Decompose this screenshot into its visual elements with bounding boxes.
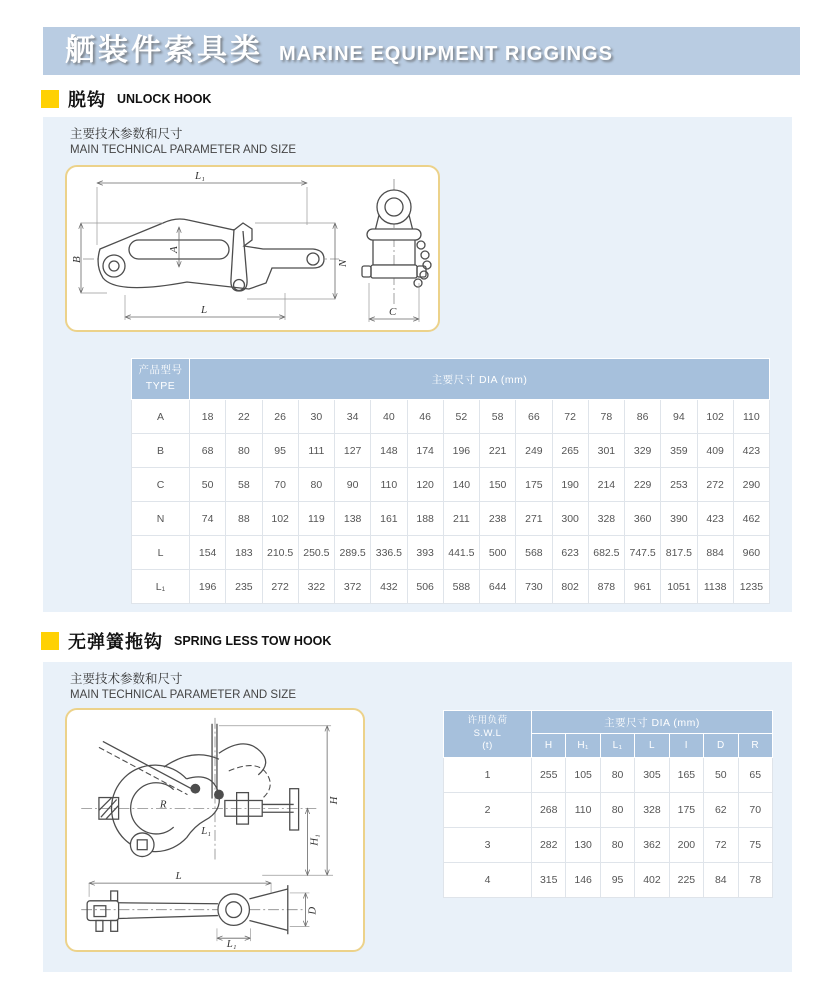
table-cell: 18	[190, 400, 226, 434]
table-cell: 40	[371, 400, 407, 434]
table-cell: 146	[566, 863, 600, 898]
dia-span-header: 主要尺寸 DIA (mm)	[532, 711, 773, 734]
column-header: H	[532, 734, 566, 758]
table-cell: 52	[443, 400, 479, 434]
table-cell: 359	[661, 434, 697, 468]
row-label: 4	[444, 863, 532, 898]
table-row	[132, 434, 770, 468]
table-cell: 34	[335, 400, 371, 434]
row-label: C	[132, 468, 190, 502]
panel-subtitle	[70, 671, 296, 703]
unlock-hook-drawing	[65, 165, 440, 332]
table-cell: 390	[661, 502, 697, 536]
table-cell: 58	[480, 400, 516, 434]
banner-title-zh: 舾装件索具类	[65, 34, 263, 67]
column-header: H₁	[566, 734, 600, 758]
row-label: A	[132, 400, 190, 434]
table-cell: 68	[190, 434, 226, 468]
dim-label-h: H	[327, 796, 340, 805]
table-cell: 165	[669, 758, 703, 793]
table-cell: 238	[480, 502, 516, 536]
dim-label-n: N	[337, 259, 349, 267]
dim-label-c: C	[389, 306, 397, 318]
table-cell: 120	[407, 468, 443, 502]
table-cell: 289.5	[335, 536, 371, 570]
table-cell: 1051	[661, 570, 697, 604]
table-cell: 393	[407, 536, 443, 570]
table-cell: 196	[443, 434, 479, 468]
table-cell: 300	[552, 502, 588, 536]
corner-line-swl: S.W.L	[473, 727, 502, 739]
table-cell: 95	[262, 434, 298, 468]
table-cell: 225	[669, 863, 703, 898]
yellow-bullet-icon	[41, 90, 59, 108]
table-cell: 290	[733, 468, 769, 502]
table-cell: 802	[552, 570, 588, 604]
table-row	[132, 468, 770, 502]
panel-subtitle	[70, 126, 296, 158]
table-cell: 200	[669, 828, 703, 863]
table-row	[444, 863, 773, 898]
table-cell: 70	[262, 468, 298, 502]
dim-label-l1-front: L₁	[201, 824, 211, 837]
table-cell: 22	[226, 400, 262, 434]
subtitle-en: MAIN TECHNICAL PARAMETER AND SIZE	[70, 143, 296, 156]
table-corner-header	[132, 359, 190, 400]
table-cell: 747.5	[625, 536, 661, 570]
section-title-zh: 脱钩	[68, 90, 106, 110]
section-title-en: SPRING LESS TOW HOOK	[174, 634, 332, 648]
table-cell: 884	[697, 536, 733, 570]
table-cell: 336.5	[371, 536, 407, 570]
table-cell: 362	[635, 828, 669, 863]
table-cell: 210.5	[262, 536, 298, 570]
column-header: R	[738, 734, 772, 758]
dim-label-l1: L₁	[226, 938, 237, 950]
table-cell: 74	[190, 502, 226, 536]
table-cell: 84	[704, 863, 738, 898]
table-cell: 72	[552, 400, 588, 434]
table-cell: 462	[733, 502, 769, 536]
table-cell: 272	[262, 570, 298, 604]
table-cell: 72	[704, 828, 738, 863]
table-row	[444, 793, 773, 828]
table-cell: 196	[190, 570, 226, 604]
table-cell: 568	[516, 536, 552, 570]
table-cell: 95	[600, 863, 634, 898]
table-cell: 80	[298, 468, 334, 502]
subtitle-en: MAIN TECHNICAL PARAMETER AND SIZE	[70, 688, 296, 701]
table-cell: 110	[733, 400, 769, 434]
bottom-view	[81, 885, 305, 934]
corner-line-zh: 许用负荷	[467, 714, 508, 726]
table-cell: 80	[600, 793, 634, 828]
table-row	[132, 502, 770, 536]
table-cell: 30	[298, 400, 334, 434]
row-label: 3	[444, 828, 532, 863]
table-cell: 301	[588, 434, 624, 468]
table-cell: 105	[566, 758, 600, 793]
table-cell: 62	[704, 793, 738, 828]
end-view	[362, 179, 431, 307]
row-label: L₁	[132, 570, 190, 604]
table-cell: 961	[625, 570, 661, 604]
table-row	[132, 400, 770, 434]
table-cell: 190	[552, 468, 588, 502]
table-cell: 268	[532, 793, 566, 828]
table-cell: 102	[262, 502, 298, 536]
table-cell: 253	[661, 468, 697, 502]
dimension-lines	[89, 726, 340, 950]
table-cell: 86	[625, 400, 661, 434]
table-cell: 66	[516, 400, 552, 434]
table-cell: 130	[566, 828, 600, 863]
table-cell: 623	[552, 536, 588, 570]
dim-label-h1: H₁	[308, 834, 321, 846]
table-cell: 119	[298, 502, 334, 536]
table-cell: 255	[532, 758, 566, 793]
table-cell: 102	[697, 400, 733, 434]
row-label: N	[132, 502, 190, 536]
table-cell: 175	[516, 468, 552, 502]
table-cell: 140	[443, 468, 479, 502]
tow-hook-drawing	[65, 708, 365, 952]
row-label: L	[132, 536, 190, 570]
table-cell: 183	[226, 536, 262, 570]
table-cell: 90	[335, 468, 371, 502]
table-cell: 322	[298, 570, 334, 604]
subtitle-zh: 主要技术参数和尺寸	[70, 672, 183, 686]
section-heading-unlock-hook	[41, 88, 211, 110]
table-cell: 817.5	[661, 536, 697, 570]
table-cell: 644	[480, 570, 516, 604]
column-header: D	[704, 734, 738, 758]
table-cell: 305	[635, 758, 669, 793]
column-header: I	[669, 734, 703, 758]
corner-line-en: TYPE	[145, 380, 176, 392]
section-title-zh: 无弹簧拖钩	[68, 632, 163, 652]
dim-label-l: L	[201, 304, 208, 316]
section-title-en: UNLOCK HOOK	[117, 92, 212, 106]
table-cell: 80	[600, 828, 634, 863]
table-cell: 148	[371, 434, 407, 468]
table-cell: 211	[443, 502, 479, 536]
subtitle-zh: 主要技术参数和尺寸	[70, 127, 183, 141]
row-label: 1	[444, 758, 532, 793]
table-cell: 588	[443, 570, 479, 604]
banner-title-en: MARINE EQUIPMENT RIGGINGS	[279, 43, 613, 65]
row-label: B	[132, 434, 190, 468]
dim-label-b: B	[71, 256, 83, 263]
table-cell: 150	[480, 468, 516, 502]
table-cell: 372	[335, 570, 371, 604]
table-corner-header	[444, 711, 532, 758]
table-cell: 88	[226, 502, 262, 536]
dim-label-l1: L₁	[195, 170, 205, 182]
dim-label-r: R	[159, 798, 167, 811]
column-header: L₁	[600, 734, 634, 758]
table-cell: 272	[697, 468, 733, 502]
table-cell: 271	[516, 502, 552, 536]
section-heading-tow-hook	[41, 630, 331, 652]
dim-label-l: L	[175, 870, 182, 883]
unlock-hook-sketch	[67, 167, 438, 330]
unlock-hook-size-table	[131, 358, 770, 604]
table-cell: 50	[704, 758, 738, 793]
table-cell: 402	[635, 863, 669, 898]
table-cell: 1235	[733, 570, 769, 604]
table-row	[132, 570, 770, 604]
table-cell: 1138	[697, 570, 733, 604]
table-cell: 214	[588, 468, 624, 502]
dia-span-header: 主要尺寸 DIA (mm)	[190, 359, 770, 400]
table-cell: 409	[697, 434, 733, 468]
table-cell: 960	[733, 536, 769, 570]
table-cell: 46	[407, 400, 443, 434]
front-view	[81, 718, 317, 860]
table-cell: 329	[625, 434, 661, 468]
corner-line-unit: (t)	[482, 740, 493, 752]
table-cell: 682.5	[588, 536, 624, 570]
table-cell: 188	[407, 502, 443, 536]
table-cell: 80	[600, 758, 634, 793]
table-cell: 110	[566, 793, 600, 828]
table-cell: 265	[552, 434, 588, 468]
table-cell: 328	[588, 502, 624, 536]
table-cell: 111	[298, 434, 334, 468]
table-cell: 441.5	[443, 536, 479, 570]
table-row	[444, 828, 773, 863]
tow-hook-size-table	[443, 710, 773, 898]
table-cell: 229	[625, 468, 661, 502]
table-cell: 94	[661, 400, 697, 434]
table-cell: 249	[516, 434, 552, 468]
table-row	[132, 536, 770, 570]
table-cell: 174	[407, 434, 443, 468]
table-cell: 154	[190, 536, 226, 570]
table-cell: 161	[371, 502, 407, 536]
column-header: L	[635, 734, 669, 758]
table-cell: 360	[625, 502, 661, 536]
page-banner	[43, 27, 800, 75]
tow-hook-sketch	[67, 710, 363, 950]
side-view	[83, 219, 339, 291]
table-cell: 423	[697, 502, 733, 536]
table-cell: 432	[371, 570, 407, 604]
table-cell: 328	[635, 793, 669, 828]
table-cell: 80	[226, 434, 262, 468]
table-cell: 423	[733, 434, 769, 468]
table-cell: 315	[532, 863, 566, 898]
tow-hook-panel	[43, 662, 792, 972]
table-cell: 70	[738, 793, 772, 828]
table-cell: 730	[516, 570, 552, 604]
chain	[414, 241, 431, 287]
table-cell: 506	[407, 570, 443, 604]
yellow-bullet-icon	[41, 632, 59, 650]
table-cell: 878	[588, 570, 624, 604]
table-cell: 500	[480, 536, 516, 570]
table-cell: 78	[738, 863, 772, 898]
table-cell: 235	[226, 570, 262, 604]
table-cell: 110	[371, 468, 407, 502]
table-cell: 138	[335, 502, 371, 536]
corner-line-zh: 产品型号	[138, 364, 183, 377]
table-cell: 50	[190, 468, 226, 502]
dim-label-d: D	[306, 906, 319, 915]
table-row	[444, 758, 773, 793]
table-cell: 127	[335, 434, 371, 468]
table-cell: 175	[669, 793, 703, 828]
table-cell: 75	[738, 828, 772, 863]
table-cell: 26	[262, 400, 298, 434]
row-label: 2	[444, 793, 532, 828]
table-cell: 221	[480, 434, 516, 468]
unlock-hook-panel	[43, 117, 792, 612]
dim-label-a: A	[168, 246, 180, 253]
table-cell: 250.5	[298, 536, 334, 570]
table-cell: 65	[738, 758, 772, 793]
table-cell: 78	[588, 400, 624, 434]
table-cell: 58	[226, 468, 262, 502]
table-cell: 282	[532, 828, 566, 863]
